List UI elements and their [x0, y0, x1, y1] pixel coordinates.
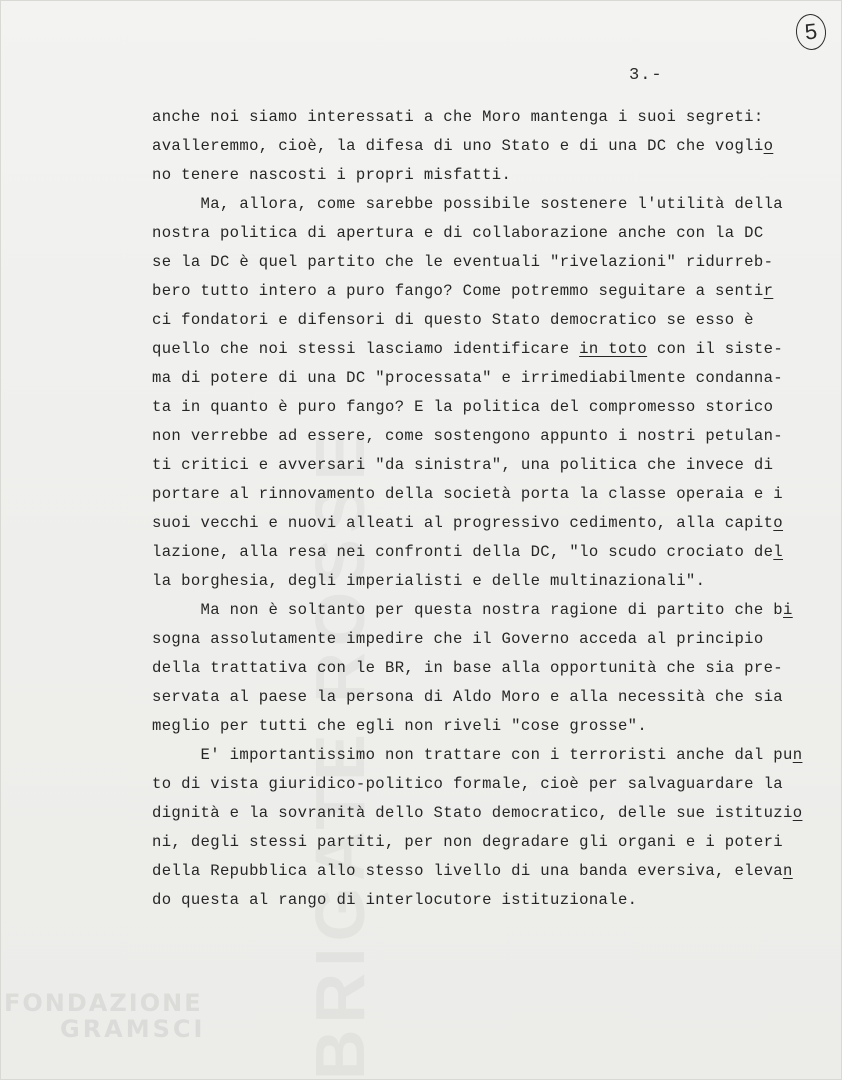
text-line	[152, 364, 822, 393]
text-segment: Ma non è soltanto per questa nostra ragione di partito che b	[152, 601, 784, 619]
underlined-text: o	[773, 514, 784, 532]
text-line	[152, 422, 822, 451]
reverse-side-show-through: BRIGATE ROSSE	[301, 427, 379, 1080]
text-segment: do questa al rango di interlocutore istituzionale.	[152, 891, 638, 909]
text-segment: meglio per tutti che egli non riveli "cose grosse".	[152, 717, 648, 735]
text-segment: bero tutto intero a puro fango? Come potremmo seguitare a senti	[152, 282, 764, 300]
text-line	[152, 770, 822, 799]
text-line	[152, 306, 822, 335]
text-line	[152, 161, 822, 190]
text-segment: se la DC è quel partito che le eventuali "rivelazioni" ridurreb-	[152, 253, 774, 271]
text-segment: quello che noi stessi lasciamo identificare	[152, 340, 580, 358]
text-line	[152, 248, 822, 277]
text-line	[152, 538, 822, 567]
text-segment: sogna assolutamente impedire che il Governo acceda al principio	[152, 630, 764, 648]
text-line	[152, 277, 822, 306]
text-segment: ma di potere di una DC "processata" e irrimediabilmente condanna-	[152, 369, 784, 387]
text-line	[152, 567, 822, 596]
underlined-text: i	[783, 601, 793, 619]
page-number: 3.-	[629, 66, 663, 85]
text-line	[152, 741, 822, 770]
text-segment: E' importantissimo non trattare con i terroristi anche dal pu	[152, 746, 793, 764]
text-line	[152, 103, 822, 132]
text-segment: suoi vecchi e nuovi alleati al progressivo cedimento, alla capit	[152, 514, 774, 532]
text-segment: avalleremmo, cioè, la difesa di uno Stato e di una DC che vogli	[152, 137, 764, 155]
archive-watermark	[4, 990, 214, 1042]
text-segment: anche noi siamo interessati a che Moro mantenga i suoi segreti:	[152, 108, 764, 126]
text-segment: dignità e la sovranità dello Stato democratico, delle sue istituzi	[152, 804, 793, 822]
text-line	[152, 190, 822, 219]
text-segment: con il siste-	[647, 340, 784, 358]
text-segment: servata al paese la persona di Aldo Moro e alla necessità che sia	[152, 688, 784, 706]
typewritten-body	[152, 103, 822, 915]
text-segment: ni, degli stessi partiti, per non degradare gli organi e i poteri	[152, 833, 784, 851]
underlined-text: in toto	[579, 340, 648, 358]
text-line	[152, 335, 822, 364]
text-segment: nostra politica di apertura e di collaborazione anche con la DC	[152, 224, 764, 242]
text-line	[152, 132, 822, 161]
text-segment: ta in quanto è puro fango? E la politica del compromesso storico	[152, 398, 774, 416]
underlined-text: o	[792, 804, 803, 822]
text-segment: ti critici e avversari "da sinistra", una politica che invece di	[152, 456, 774, 474]
text-line	[152, 596, 822, 625]
text-line	[152, 857, 822, 886]
text-line	[152, 509, 822, 538]
text-line	[152, 683, 822, 712]
text-line	[152, 393, 822, 422]
underlined-text: r	[763, 282, 774, 300]
text-line	[152, 451, 822, 480]
underlined-text: o	[763, 137, 774, 155]
text-line	[152, 625, 822, 654]
text-line	[152, 219, 822, 248]
underlined-text: n	[792, 746, 803, 764]
text-line	[152, 799, 822, 828]
text-segment: ci fondatori e difensori di questo Stato democratico se esso è	[152, 311, 754, 329]
circled-page-number: 5	[794, 13, 828, 52]
watermark-line-2: GRAMSCI	[60, 1015, 206, 1043]
text-line	[152, 480, 822, 509]
text-segment: della trattativa con le BR, in base alla opportunità che sia pre-	[152, 659, 784, 677]
text-line	[152, 886, 822, 915]
text-line	[152, 712, 822, 741]
watermark-line-1: FONDAZIONE	[4, 989, 203, 1017]
text-segment: della Repubblica allo stesso livello di una banda eversiva, eleva	[152, 862, 784, 880]
text-segment: Ma, allora, come sarebbe possibile sostenere l'utilità della	[152, 195, 784, 213]
text-line	[152, 828, 822, 857]
text-segment: portare al rinnovamento della società porta la classe operaia e i	[152, 485, 784, 503]
underlined-text: l	[773, 543, 784, 561]
text-segment: lazione, alla resa nei confronti della DC, "lo scudo crociato de	[152, 543, 774, 561]
text-segment: to di vista giuridico-politico formale, cioè per salvaguardare la	[152, 775, 784, 793]
underlined-text: n	[783, 862, 793, 880]
text-segment: la borghesia, degli imperialisti e delle multinazionali".	[152, 572, 706, 590]
text-segment: no tenere nascosti i propri misfatti.	[152, 166, 512, 184]
text-segment: non verrebbe ad essere, come sostengono appunto i nostri petulan-	[152, 427, 784, 445]
text-line	[152, 654, 822, 683]
